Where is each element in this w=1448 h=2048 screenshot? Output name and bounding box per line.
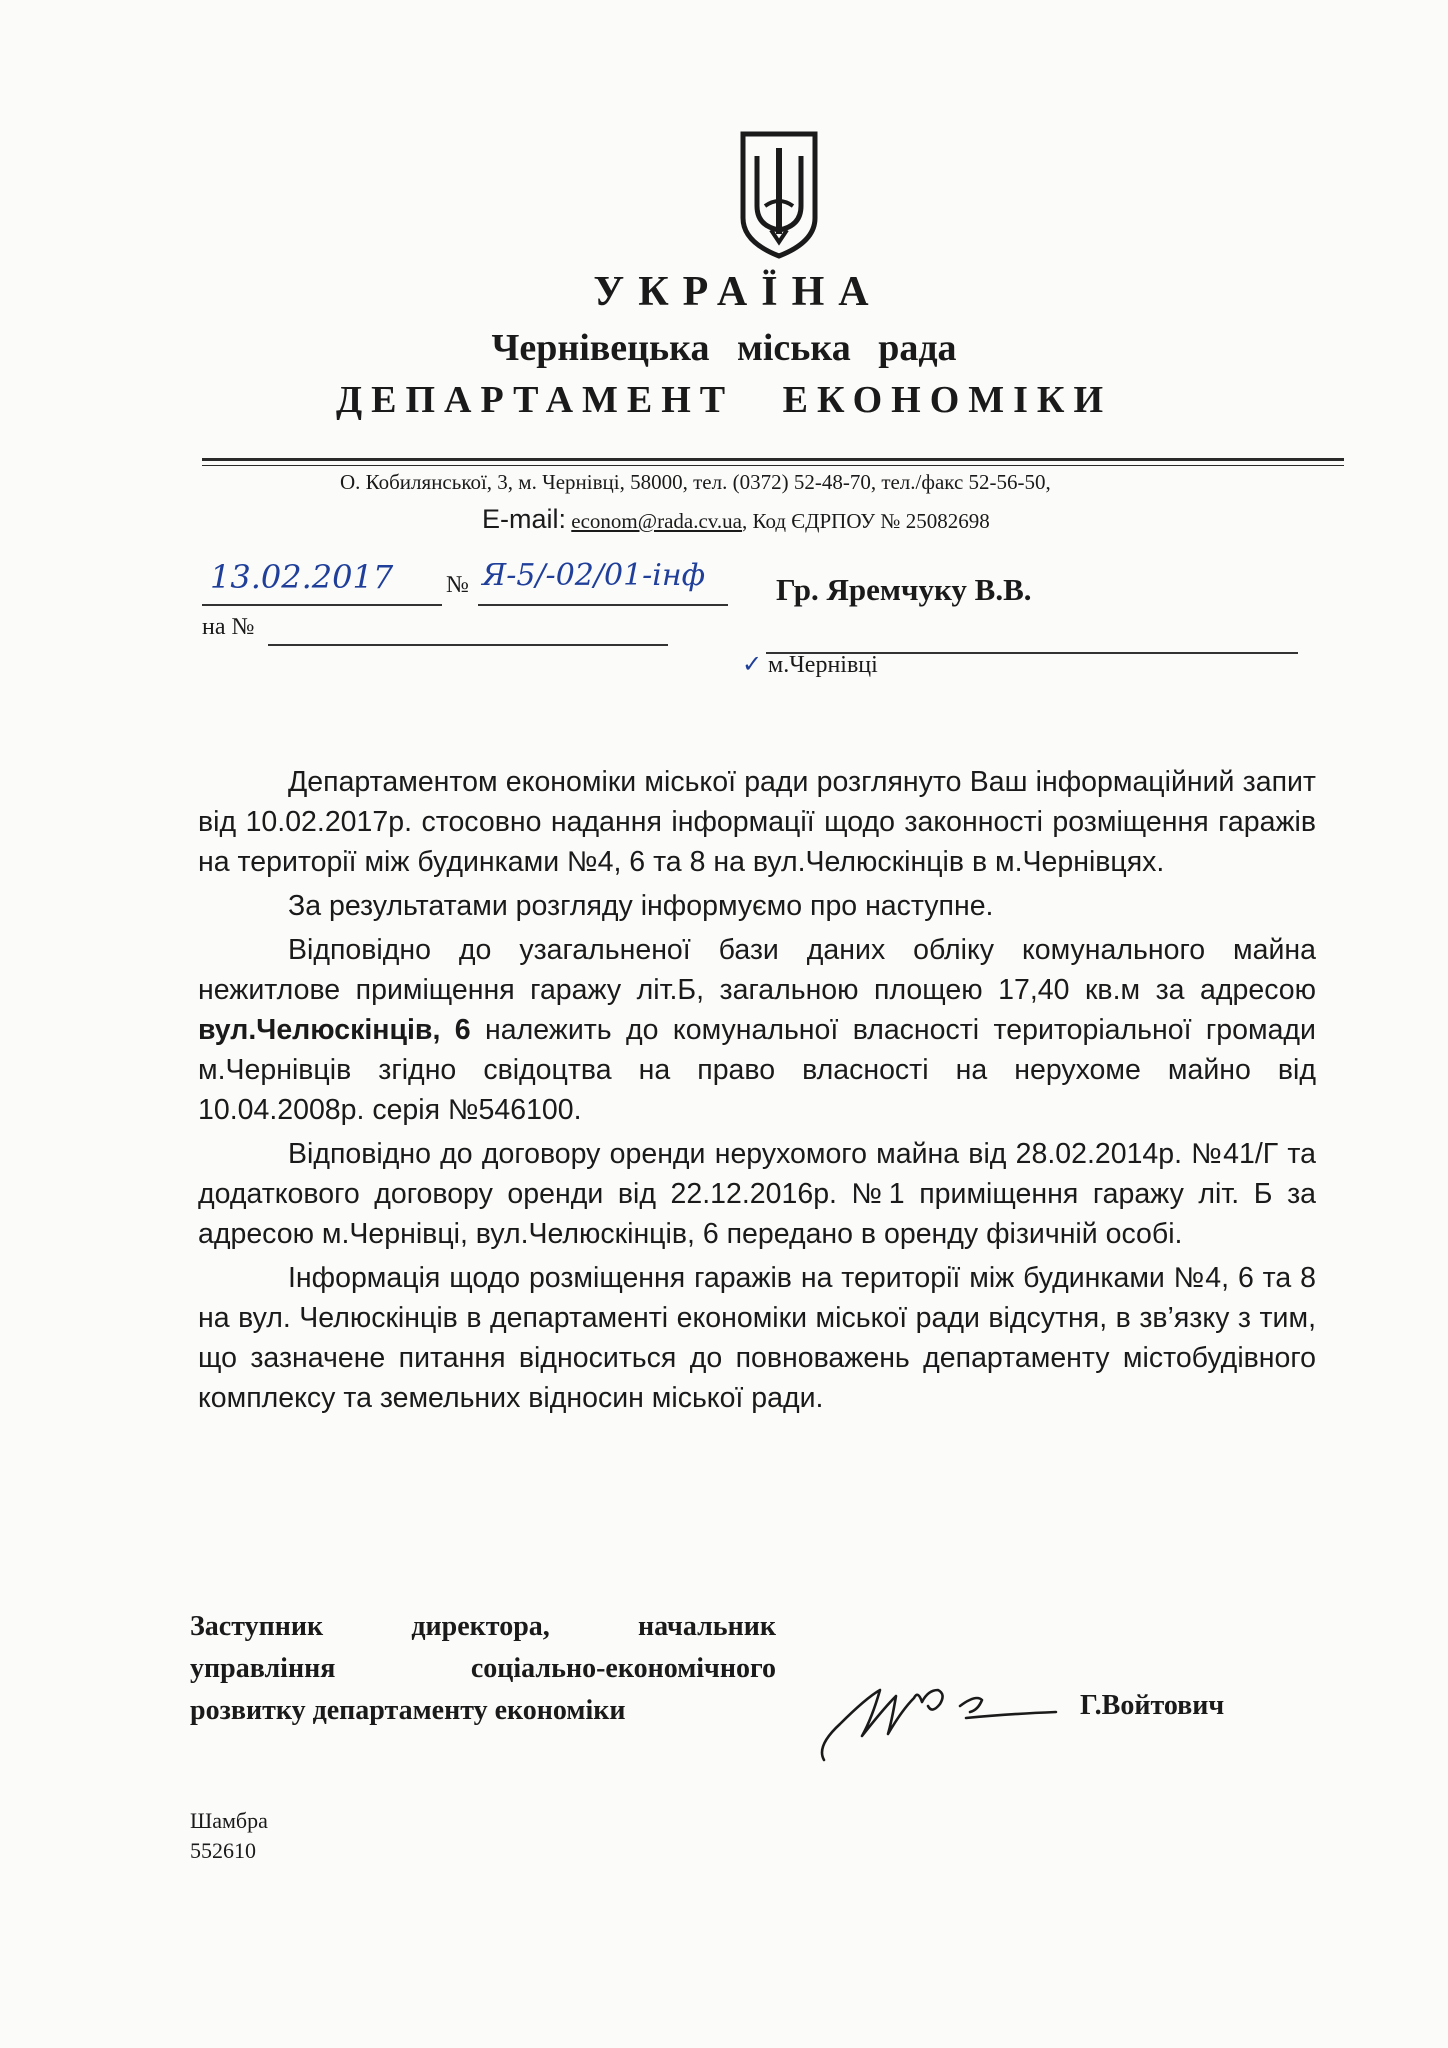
reference-number-label: на №: [202, 614, 255, 640]
number-underline: [478, 600, 728, 606]
paragraph-5: Інформація щодо розміщення гаражів на території між будинками №4, 6 та 8 на вул. Челюскінців в департаменті економіки міської ради відсутня, в зв’язку з тим, що зазначене питання відноситься до повноважень департаменту містобудівного комплексу та земельних відносин міської ради.: [198, 1262, 1316, 1414]
address-line: О. Кобилянської, 3, м. Чернівці, 58000, тел. (0372) 52-48-70, тел./факс 52-56-50,: [340, 470, 1051, 494]
executor-info: [190, 1806, 268, 1866]
recipient-name: Гр. Яремчуку В.В.: [776, 572, 1032, 607]
paragraph-3-text-end: належить до комунальної власності територіальної громади м.Чернівців згідно свідоцтва на право власності на нерухоме майно від 10.04.2008р. серія №546100.: [198, 1014, 1316, 1126]
trident-emblem-icon: [737, 130, 821, 260]
header-divider: [202, 458, 1344, 461]
email-label: E-mail:: [482, 504, 567, 534]
date-underline: [202, 600, 442, 606]
paragraph-3-address: вул.Челюскінців, 6: [198, 1014, 471, 1046]
edrpou-code: , Код ЄДРПОУ № 25082698: [742, 509, 990, 533]
header-divider-thin: [202, 465, 1344, 466]
check-mark-icon: ✓: [742, 652, 763, 678]
contacts-line: [482, 504, 1382, 535]
paragraph-3: [198, 930, 1316, 1130]
country-heading: УКРАЇНА: [593, 269, 883, 315]
email-link[interactable]: econom@rada.cv.ua: [571, 509, 742, 533]
council-heading: Чернівецька міська рада: [491, 327, 957, 369]
outgoing-number: Я-5/-02/01-інф: [482, 558, 706, 593]
outgoing-date: 13.02.2017: [210, 558, 394, 596]
reference-underline: [268, 640, 668, 646]
executor-phone: 552610: [190, 1838, 256, 1863]
paragraph-4: Відповідно до договору оренди нерухомого майна від 28.02.2014р. №41/Г та додаткового договору оренди від 22.12.2016р. №1 приміщення гаражу літ. Б за адресою м.Чернівці, вул.Челюскінців, 6 передано в оренду фізичній особі.: [198, 1138, 1316, 1250]
signer-position-line: управління соціально-економічного: [190, 1653, 776, 1684]
letter-body: [198, 762, 1316, 1418]
paragraph-1: Департаментом економіки міської ради розглянуто Ваш інформаційний запит від 10.02.2017р. стосовно надання інформації щодо законності розміщення гаражів на території між будинками №4, 6 та 8 на вул.Челюскінців в м.Чернівцях.: [198, 766, 1316, 878]
executor-name: Шамбра: [190, 1808, 268, 1833]
outgoing-number-label: №: [446, 572, 469, 598]
paragraph-3-text: Відповідно до узагальненої бази даних обліку комунального майна нежитлове приміщення гаражу літ.Б, загальною площею 17,40 кв.м за адресою: [198, 934, 1316, 1006]
department-heading: ДЕПАРТАМЕНТ ЕКОНОМІКИ: [335, 379, 1113, 421]
signer-position-line: Заступник директора, начальник: [190, 1611, 776, 1642]
handwritten-signature: [810, 1660, 1060, 1770]
signer-position: [190, 1606, 776, 1732]
paragraph-2: За результатами розгляду інформуємо про наступне.: [288, 890, 994, 922]
signer-name: Г.Войтович: [1080, 1690, 1225, 1721]
recipient-city: м.Чернівці: [768, 652, 878, 678]
signer-position-line: розвитку департаменту економіки: [190, 1695, 626, 1726]
